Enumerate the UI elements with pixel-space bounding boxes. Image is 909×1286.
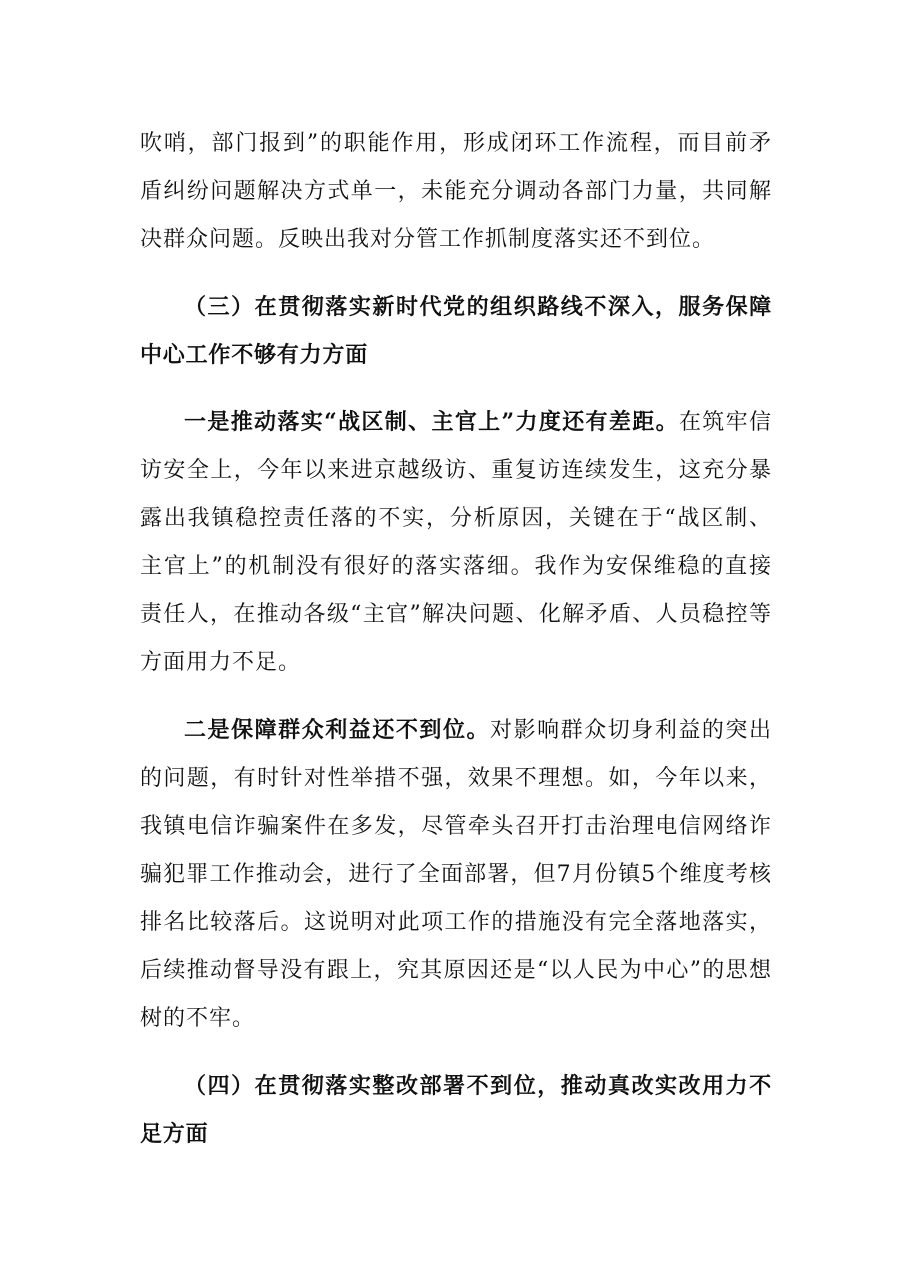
point-2-lead: 二是保障群众利益还不到位。 bbox=[184, 717, 491, 743]
section-3-heading: （三）在贯彻落实新时代党的组织路线不深入，服务保障中心工作不够有力方面 bbox=[140, 294, 772, 368]
point-1-text: 在筑牢信访安全上，今年以来进京越级访、重复访连续发生，这充分暴露出我镇稳控责任落的不实，分析原因，关键在于“战区制、主官上”的机制没有很好的落实落细。我作为安保维稳的直接责任人，在推动各级“主官”解决问题、化解矛盾、人员稳控等方面用力不足。 bbox=[140, 410, 772, 675]
document-body bbox=[140, 120, 772, 1158]
continuation-paragraph: 吹哨，部门报到”的职能作用，形成闭环工作流程，而目前矛盾纠纷问题解决方式单一，未能充分调动各部门力量，共同解决群众问题。反映出我对分管工作抓制度落实还不到位。 bbox=[140, 131, 772, 252]
section-3-point-2 bbox=[140, 706, 772, 1043]
point-1-lead: 一是推动落实“战区制、主官上”力度还有差距。 bbox=[184, 409, 679, 435]
point-2-text: 对影响群众切身利益的突出的问题，有时针对性举措不强，效果不理想。如，今年以来，我镇电信诈骗案件在多发，尽管牵头召开打击治理电信网络诈骗犯罪工作推动会，进行了全面部署，但7月份镇5个维度考核排名比较落后。这说明对此项工作的措施没有完全落地落实，后续推动督导没有跟上，究其原因还是“以人民为中心”的思想树的不牢。 bbox=[140, 718, 772, 1031]
section-4-heading: （四）在贯彻落实整改部署不到位，推动真改实改用力不足方面 bbox=[140, 1073, 772, 1147]
section-3-point-1 bbox=[140, 398, 772, 687]
